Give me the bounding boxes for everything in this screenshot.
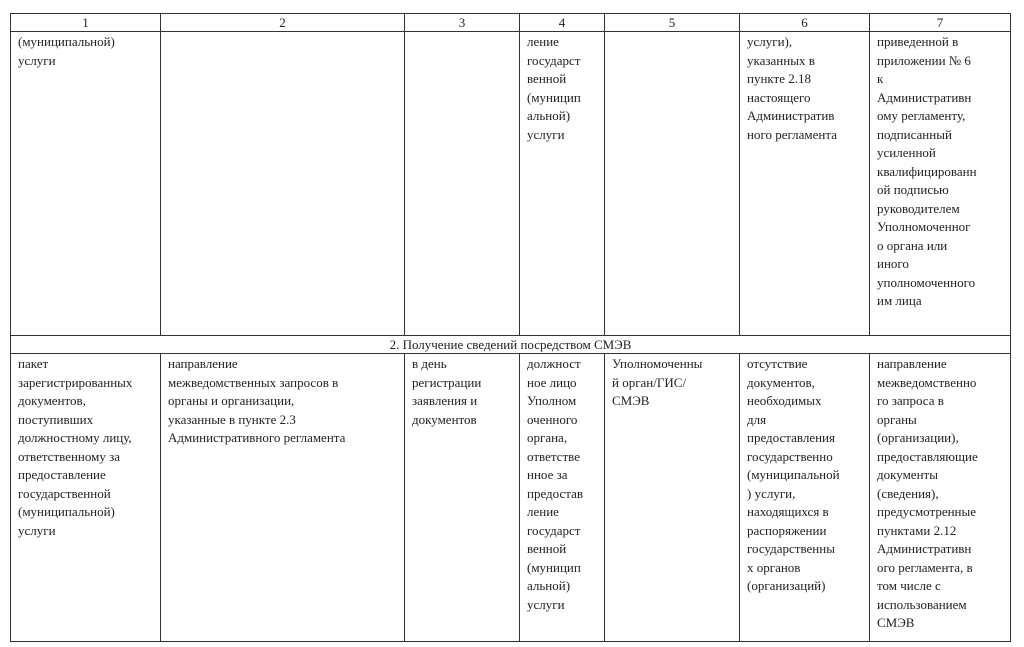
table-cell: пакет зарегистрированных документов, поступивших должностному лицу, ответственному за предоставление государственной (муниципальной) услуги — [11, 354, 161, 642]
table-cell: отсутствие документов, необходимых для предоставления государственно (муниципальной ) услуги, находящихся в распоряжении государственны х органов (организаций) — [740, 354, 870, 642]
table-cell: должност ное лицо Уполном оченного органа, ответстве нное за предостав ление государст венной (муницип альной) услуги — [520, 354, 605, 642]
table-cell: приведенной в приложении № 6 к Административн ому регламенту, подписанный усиленной квалифицированн ой подписью руководителем Уполномоченног о органа или иного уполномоченного им лица — [870, 32, 1011, 336]
column-number-1: 1 — [11, 14, 161, 32]
column-number-5: 5 — [605, 14, 740, 32]
table-cell: направление межведомственных запросов в органы и организации, указанные в пункте 2.3 Административного регламента — [161, 354, 405, 642]
column-number-7: 7 — [870, 14, 1011, 32]
table-row-smev — [11, 354, 1011, 642]
column-number-row — [11, 14, 1011, 32]
section-heading-row — [11, 336, 1011, 354]
column-number-2: 2 — [161, 14, 405, 32]
table-cell: ление государст венной (муницип альной) услуги — [520, 32, 605, 336]
column-number-3: 3 — [405, 14, 520, 32]
table-cell: (муниципальной) услуги — [11, 32, 161, 336]
procedure-table — [10, 13, 1011, 642]
table-cell: Уполномоченны й орган/ГИС/ СМЭВ — [605, 354, 740, 642]
table-cell: в день регистрации заявления и документов — [405, 354, 520, 642]
column-number-6: 6 — [740, 14, 870, 32]
table-cell — [161, 32, 405, 336]
table-cell — [605, 32, 740, 336]
table-cell: направление межведомственно го запроса в органы (организации), предоставляющие документы (сведения), предусмотренные пунктами 2.12 Административн ого регламента, в том числе с использованием СМЭВ — [870, 354, 1011, 642]
table-row-continuation — [11, 32, 1011, 336]
table-cell — [405, 32, 520, 336]
section-title: 2. Получение сведений посредством СМЭВ — [11, 336, 1011, 354]
document-page — [10, 13, 1010, 642]
table-cell: услуги), указанных в пункте 2.18 настоящего Административ ного регламента — [740, 32, 870, 336]
column-number-4: 4 — [520, 14, 605, 32]
